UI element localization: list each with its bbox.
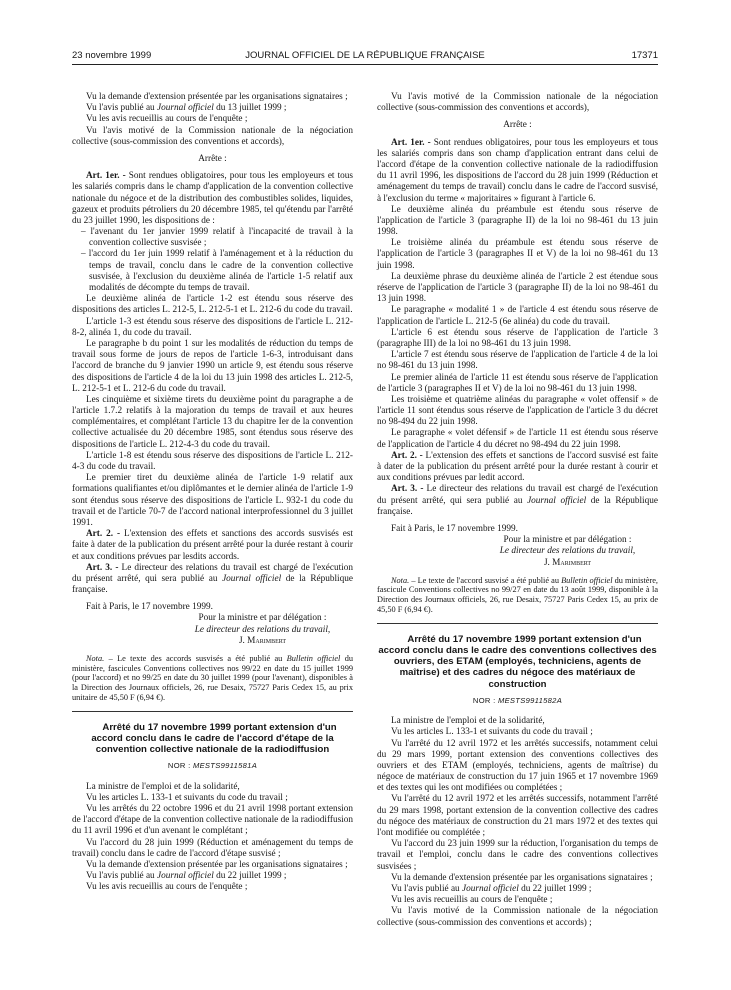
signature-line: Pour la ministre et par délégation : (198, 613, 327, 624)
visa-paragraph: Vu l'avis motivé de la Commission nationale de la négociation collective (sous-commission des conventions et accords), (377, 92, 658, 114)
right-column (377, 92, 658, 929)
body-paragraph: L'article 1-3 est étendu sous réserve des dispositions de l'article L. 212-8-2, alinéa 1, du code du travail. (72, 316, 353, 338)
visa-paragraph: Vu l'arrêté du 12 avril 1972 et les arrêtés successifs, notamment l'arrêté du 29 mars 1998, portant extension de la convention collective des cadres du négoce des matériaux de construction du 21 mars 1972 et des textes qui l'ont modifiée ou complétée ; (377, 794, 658, 839)
article-2: Art. 2. - L'extension des effets et sanctions des accords susvisés est faite à dater de la publication du présent arrêté pour la durée restant à courir et aux conditions prévues par lesdits accords. (72, 529, 353, 562)
visa-paragraph: Vu la demande d'extension présentée par les organisations signataires ; (86, 859, 348, 870)
visa-paragraph: Vu l'avis motivé de la Commission nationale de la négociation collective (sous-commission des conventions et accords), (72, 125, 353, 147)
article-3: Art. 3. - Le directeur des relations du travail est chargé de l'exécution du présent arrêté, qui sera publié au Journal officiel de la République française. (377, 484, 658, 517)
fait-a-paris: Fait à Paris, le 17 novembre 1999. (86, 602, 213, 613)
visa-paragraph: Vu la demande d'extension présentée par les organisations signataires ; (86, 92, 348, 102)
dash-item: – l'avenant du 1er janvier 1999 relatif à l'incapacité de travail à la convention collective susvisée ; (81, 227, 353, 249)
left-column (72, 92, 353, 893)
body-paragraph: Le paragraphe « modalité 1 » de l'article 4 est étendu sous réserve de l'application de l'article L. 212-5 (6e alinéa) du code du travail. (377, 305, 658, 327)
signature-title: Le directeur des relations du travail, (499, 546, 636, 557)
body-paragraph: Les troisième et quatrième alinéas du paragraphe « volet offensif » de l'article 11 sont étendus sous réserve de l'application de l'article 3 du décret no 98-494 du 22 juin 1998. (377, 394, 658, 428)
header-page-number: 17371 (631, 50, 658, 61)
visa-paragraph: Vu l'avis publié au Journal officiel du 22 juillet 1999 ; (86, 871, 287, 882)
visa-paragraph: Vu les avis recueillis au cours de l'enquête ; (86, 882, 248, 893)
body-paragraph: L'article 1-8 est étendu sous réserve des dispositions de l'article L. 212-4-3 du code du travail. (72, 450, 353, 472)
signature-name: J. Marimbert (238, 635, 287, 646)
signature-line: Pour la ministre et par délégation : (503, 535, 632, 546)
signature-name: J. Marimbert (543, 557, 592, 568)
visa-paragraph: La ministre de l'emploi et de la solidarité, (86, 781, 240, 792)
decree-title: Arrêté du 17 novembre 1999 portant extension d'un accord conclu dans le cadre des conventions collectives des ouvriers, des ETAM (employés, techniciens, agents de maîtrise) et des cadres du négoce des matériaux de construction (378, 633, 657, 690)
body-paragraph: L'article 7 est étendu sous réserve de l'application de l'article 4 de la loi no 98-461 du 13 juin 1998. (377, 350, 658, 372)
body-paragraph: L'article 6 est étendu sous réserve de l'application de l'article 3 (paragraphe III) de la loi no 98-461 du 13 juin 1998. (377, 327, 658, 349)
visa-paragraph: Vu l'arrêté du 12 avril 1972 et les arrêtés successifs, notamment celui du 29 mars 1999, portant extension des conventions collectives des ouvriers et des ETAM (employés, techniciens, agents de maîtrise) du négoce de matériaux de construction du 17 juin 1965 et 17 novembre 1969 et des textes qui les ont modifiées ou complétées ; (377, 738, 658, 794)
nota-paragraph: Nota. – Le texte des accords susvisés a été publié au Bulletin officiel du ministère, fascicules Conventions collectives nos 99/22 en date du 15 juillet 1999 (pour l'accord) et no 99/25 en date du 30 juillet 1999 (pour l'avenant), disponibles à la Direction des Journaux officiels, 26, rue Desaix, 75727 Paris Cedex 15, au prix unitaire de 45,50 F (6,94 €). (72, 654, 353, 702)
dash-item: – l'accord du 1er juin 1999 relatif à l'aménagement et à la réduction du temps de travail, conclu dans le cadre de la convention collective susvisée, à l'exclusion du deuxième alinéa de l'article 1-5 relatif aux modalités de décompte du temps de travail. (81, 249, 353, 293)
body-paragraph: Le troisième alinéa du préambule est étendu sous réserve de l'application de l'article 3 (paragraphes II et V) de la loi no 98-461 du 13 juin 1998. (377, 238, 658, 271)
signature-title: Le directeur des relations du travail, (194, 624, 331, 635)
visa-paragraph: Vu les articles L. 133-1 et suivants du code du travail ; (86, 792, 288, 803)
body-paragraph: Le deuxième alinéa de l'article 1-2 est étendu sous réserve des dispositions des articles L. 212-5, L. 212-5-1 et L. 212-6 du code du travail. (72, 294, 353, 316)
header-rule (72, 64, 658, 65)
visa-paragraph: Vu la demande d'extension présentée par les organisations signataires ; (391, 872, 653, 883)
arrete-heading: Arrête : (503, 120, 532, 131)
section-separator (72, 711, 353, 712)
body-paragraph: Le paragraphe b du point 1 sur les modalités de réduction du temps de travail sous forme de jours de repos de l'article 1-6-3, introduisant dans l'accord de branche du 9 janvier 1990 un article 9, est étendu sous réserve des dispositions de l'article 4 de la loi du 13 juin 1998 des articles L. 212-5, L. 212-5-1 et L. 212-6 du code du travail. (72, 338, 353, 394)
body-paragraph: Le premier tiret du deuxième alinéa de l'article 1-9 relatif aux formations qualifiantes et/ou diplômantes et le dernier alinéa de l'article 1-9 sont étendus sous réserve des dispositions de l'article L. 932-1 du code du travail et de l'article 70-7 de l'accord national interprofessionnel du 3 juillet 1991. (72, 473, 353, 528)
body-paragraph: La deuxième phrase du deuxième alinéa de l'article 2 est étendue sous réserve de l'application de l'article 3 (paragraphe II) de la loi no 98-461 du 13 juin 1998. (377, 271, 658, 305)
visa-paragraph: Vu les avis recueillis au cours de l'enquête ; (86, 114, 248, 125)
visa-paragraph: Vu les arrêtés du 22 octobre 1996 et du 21 avril 1998 portant extension de l'accord d'étape de la convention collective nationale de la radiodiffusion du 11 avril 1996 et d'un avenant le complétant ; (72, 803, 353, 837)
body-paragraph: Le deuxième alinéa du préambule est étendu sous réserve de l'application de l'article 3 (paragraphe II) de la loi no 98-461 du 13 juin 1998. (377, 204, 658, 238)
fait-a-paris: Fait à Paris, le 17 novembre 1999. (391, 523, 518, 534)
nor-reference: NOR : MESTS9911582A (472, 695, 563, 705)
nor-reference: NOR : MESTS9911581A (167, 761, 258, 771)
decree-title: Arrêté du 17 novembre 1999 portant extension d'un accord conclu dans le cadre de l'accord d'étape de la convention collective nationale de la radiodiffusion (91, 721, 337, 756)
article-3: Art. 3. - Le directeur des relations du travail est chargé de l'exécution du présent arrêté, qui sera publié au Journal officiel de la République française. (72, 562, 353, 596)
nota-paragraph: Nota. – Le texte de l'accord susvisé a été publié au Bulletin officiel du ministère, fascicule Conventions collectives no 99/27 en date du 13 août 1999, disponible à la Direction des Journaux officiels, 26, rue Desaix, 75727 Paris Cedex 15, au prix de 45,50 F (6,94 €). (377, 575, 658, 614)
article-1: Art. 1er. - Sont rendues obligatoires, pour tous les employeurs et tous les salariés compris dans le champ d'application de la convention collective nationale du négoce et de la distribution des combustibles solides, liquides, gazeux et produits pétroliers du 20 décembre 1985, tel qu'étendu par l'arrêté du 23 juillet 1990, les dispositions de : (72, 171, 353, 226)
section-separator (377, 623, 658, 624)
header-date: 23 novembre 1999 (72, 50, 152, 61)
header-journal-title: JOURNAL OFFICIEL DE LA RÉPUBLIQUE FRANÇAISE (245, 50, 485, 61)
page-header (72, 50, 658, 64)
body-paragraph: Le paragraphe « volet défensif » de l'article 11 est étendu sous réserve de l'application de l'article 4 du décret no 98-494 du 22 juin 1998. (377, 428, 658, 450)
visa-paragraph: Vu les avis recueillis au cours de l'enquête ; (391, 895, 553, 906)
article-2: Art. 2. - L'extension des effets et sanctions de l'accord susvisé est faite à dater de la publication du présent arrêté pour la durée restant à courir et aux conditions prévues par ledit accord. (377, 450, 658, 484)
visa-paragraph: Vu l'avis motivé de la Commission nationale de la négociation collective (sous-commission des conventions et accords) ; (377, 906, 658, 928)
article-1: Art. 1er. - Sont rendues obligatoires, pour tous les employeurs et tous les salariés compris dans son champ d'application entrant dans celui de l'accord d'étape de la convention collective nationale de la radiodiffusion du 11 avril 1996, les dispositions de l'accord du 28 juin 1999 (Réduction et aménagement du temps de travail) conclu dans le cadre de l'accord susvisé, à l'exclusion du terme « majoritaires » figurant à l'article 6. (377, 137, 658, 204)
visa-paragraph: Vu les articles L. 133-1 et suivants du code du travail ; (391, 727, 593, 738)
arrete-heading: Arrête : (198, 153, 227, 164)
visa-paragraph: Vu l'avis publié au Journal officiel du 22 juillet 1999 ; (391, 883, 592, 894)
visa-paragraph: Vu l'accord du 28 juin 1999 (Réduction et aménagement du temps de travail) conclu dans le cadre de l'accord d'étape susvisé ; (72, 837, 353, 859)
body-paragraph: Le premier alinéa de l'article 11 est étendu sous réserve de l'application de l'article 3 (paragraphes II et V) de la loi no 98-461 du 13 juin 1998. (377, 372, 658, 394)
visa-paragraph: Vu l'accord du 23 juin 1999 sur la réduction, l'organisation du temps de travail et l'emploi, conclu dans le cadre des conventions collectives susvisées ; (377, 839, 658, 872)
body-paragraph: Les cinquième et sixième tirets du deuxième point du paragraphe a de l'article 1.7.2 relatifs à la majoration du temps de travail et aux heures complémentaires, et complétant l'article 13 du chapitre Ier de la convention collective actualisée du 20 décembre 1985, sont étendus sous réserve des dispositions de l'article L. 212-4-3 du code du travail. (72, 394, 353, 450)
visa-paragraph: La ministre de l'emploi et de la solidarité, (391, 716, 545, 727)
visa-paragraph: Vu l'avis publié au Journal officiel du 13 juillet 1999 ; (86, 103, 287, 114)
